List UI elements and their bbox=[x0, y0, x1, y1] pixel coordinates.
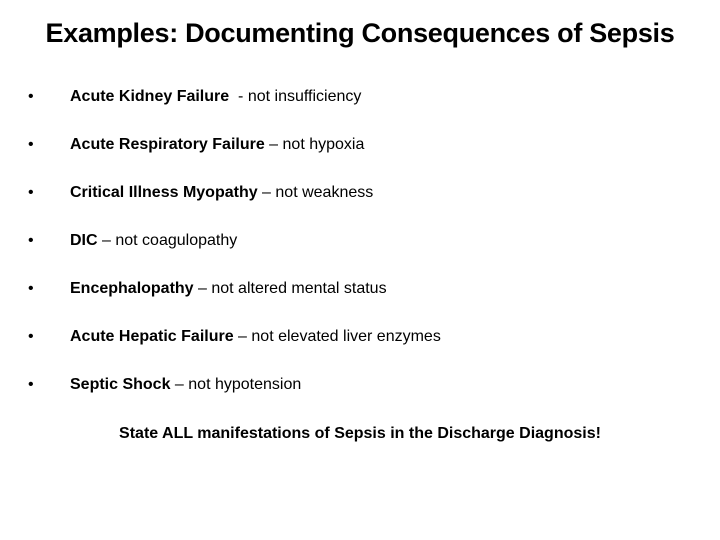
bullet-term: Critical Illness Myopathy bbox=[70, 184, 258, 201]
bullet-dot: • bbox=[28, 280, 34, 297]
bullet-item bbox=[28, 82, 688, 130]
bullet-note: – not weakness bbox=[257, 184, 374, 201]
bullet-item bbox=[28, 130, 688, 178]
bullet-item bbox=[28, 226, 688, 274]
bullet-note: – not hypotension bbox=[170, 376, 302, 393]
bullet-dot: • bbox=[28, 376, 34, 393]
bullet-dot: • bbox=[28, 136, 34, 153]
bullet-term: Acute Hepatic Failure bbox=[70, 328, 234, 345]
bullet-note: – not hypoxia bbox=[264, 136, 365, 153]
bullet-term: Septic Shock bbox=[70, 376, 171, 393]
footer-callout: State ALL manifestations of Sepsis in the Discharge Diagnosis! bbox=[119, 425, 601, 442]
bullet-item bbox=[28, 322, 688, 370]
bullet-dot: • bbox=[28, 232, 34, 249]
bullet-dot: • bbox=[28, 328, 34, 345]
bullet-note: – not altered mental status bbox=[193, 280, 387, 297]
bullet-term: Encephalopathy bbox=[70, 280, 194, 297]
bullet-note: - not insufficiency bbox=[229, 88, 362, 105]
bullet-list bbox=[28, 82, 688, 418]
bullet-item bbox=[28, 274, 688, 322]
bullet-note: – not elevated liver enzymes bbox=[233, 328, 441, 345]
bullet-item bbox=[28, 370, 688, 418]
bullet-term: DIC bbox=[70, 232, 98, 249]
bullet-term: Acute Respiratory Failure bbox=[70, 136, 265, 153]
bullet-item bbox=[28, 178, 688, 226]
slide-title: Examples: Documenting Consequences of Sepsis bbox=[45, 18, 675, 48]
bullet-dot: • bbox=[28, 88, 34, 105]
bullet-dot: • bbox=[28, 184, 34, 201]
bullet-term: Acute Kidney Failure bbox=[70, 88, 230, 105]
bullet-note: – not coagulopathy bbox=[97, 232, 238, 249]
